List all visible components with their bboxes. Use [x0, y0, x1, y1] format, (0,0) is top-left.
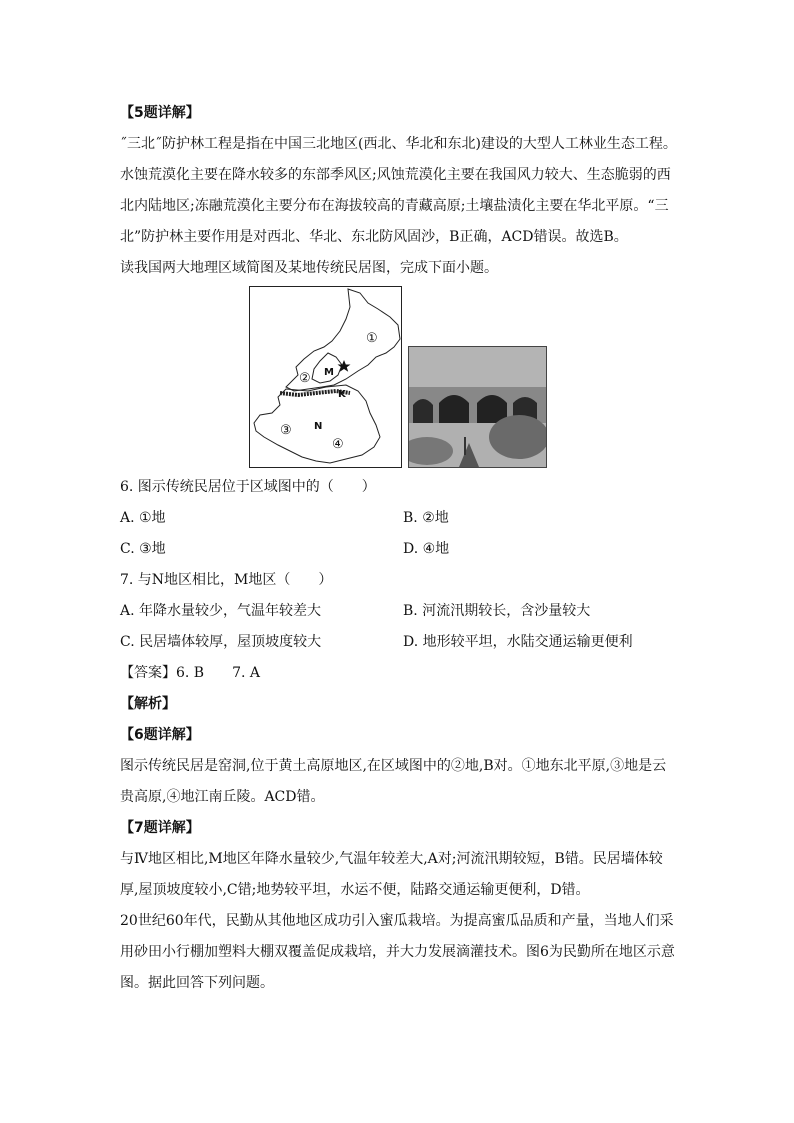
q6-option-a: A. ①地 — [120, 510, 166, 526]
next-intro-line-3: 图。据此回答下列问题。 — [120, 975, 274, 991]
next-intro-line-2: 用砂田小行棚加塑料大棚双覆盖促成栽培，并大力发展滴灌技术。图6为民勤所在地区示意 — [120, 944, 675, 960]
q7-option-c: C. 民居墙体较厚，屋顶坡度较大 — [120, 634, 322, 650]
cave-dwelling-image — [409, 347, 546, 467]
q7-stem: 7. 与N地区相比，M地区（ ） — [120, 572, 333, 588]
q6-option-b: B. ②地 — [403, 510, 449, 526]
q6-body-line-1: 图示传统民居是窑洞,位于黄土高原地区,在区域图中的②地,B对。①地东北平原,③地是云 — [120, 758, 667, 774]
q7-body-line-1: 与Ⅳ地区相比,M地区年降水量较少,气温年较差大,A对;河流汛期较短，B错。民居墙体较 — [120, 851, 663, 867]
q6-heading: 【6题详解】 — [120, 727, 200, 743]
q5-body-line-4: 北”防护林主要作用是对西北、华北、东北防风固沙，B正确，ACD错误。故选B。 — [120, 229, 628, 245]
q7-heading: 【7题详解】 — [120, 820, 200, 836]
intro-text: 读我国两大地理区域简图及某地传统民居图，完成下面小题。 — [120, 260, 498, 276]
map-label-region-4: ④ — [332, 437, 344, 452]
q6-option-c: C. ③地 — [120, 541, 166, 557]
q6-option-d: D. ④地 — [403, 541, 450, 557]
map-label-n: N — [314, 421, 323, 432]
q7-body-line-2: 厚,屋顶坡度较小,C错;地势较平坦，水运不便，陆路交通运输更便利，D错。 — [120, 882, 590, 898]
q5-body-line-1: ˝三北˝防护林工程是指在中国三北地区(西北、华北和东北)建设的大型人工林业生态工程。 — [120, 136, 677, 152]
map-label-region-2: ② — [299, 371, 311, 386]
q7-option-a: A. 年降水量较少，气温年较差大 — [120, 603, 322, 619]
q7-option-b: B. 河流汛期较长，含沙量较大 — [403, 603, 591, 619]
region-map — [249, 286, 402, 468]
map-label-k: K — [338, 389, 346, 400]
q5-heading: 【5题详解】 — [120, 105, 200, 121]
q5-body-line-3: 北内陆地区;冻融荒漠化主要分布在海拔较高的青藏高原;土壤盐渍化主要在华北平原。“三 — [120, 198, 669, 214]
map-label-region-3: ③ — [280, 423, 292, 438]
q7-option-d: D. 地形较平坦，水陆交通运输更便利 — [403, 634, 633, 650]
answer-line: 【答案】6. B 7. A — [120, 665, 261, 681]
analysis-heading: 【解析】 — [120, 696, 176, 712]
q6-stem: 6. 图示传统民居位于区域图中的（ ） — [120, 479, 376, 495]
q5-body-line-2: 水蚀荒漠化主要在降水较多的东部季风区;风蚀荒漠化主要在我国风力较大、生态脆弱的西 — [120, 167, 671, 183]
q6-body-line-2: 贵高原,④地江南丘陵。ACD错。 — [120, 789, 325, 805]
cave-dwelling-photo — [408, 346, 547, 468]
next-intro-line-1: 20世纪60年代，民勤从其他地区成功引入蜜瓜栽培。为提高蜜瓜品质和产量，当地人们采 — [120, 913, 674, 929]
map-label-m: M — [324, 367, 334, 378]
map-label-region-1: ① — [366, 331, 378, 346]
